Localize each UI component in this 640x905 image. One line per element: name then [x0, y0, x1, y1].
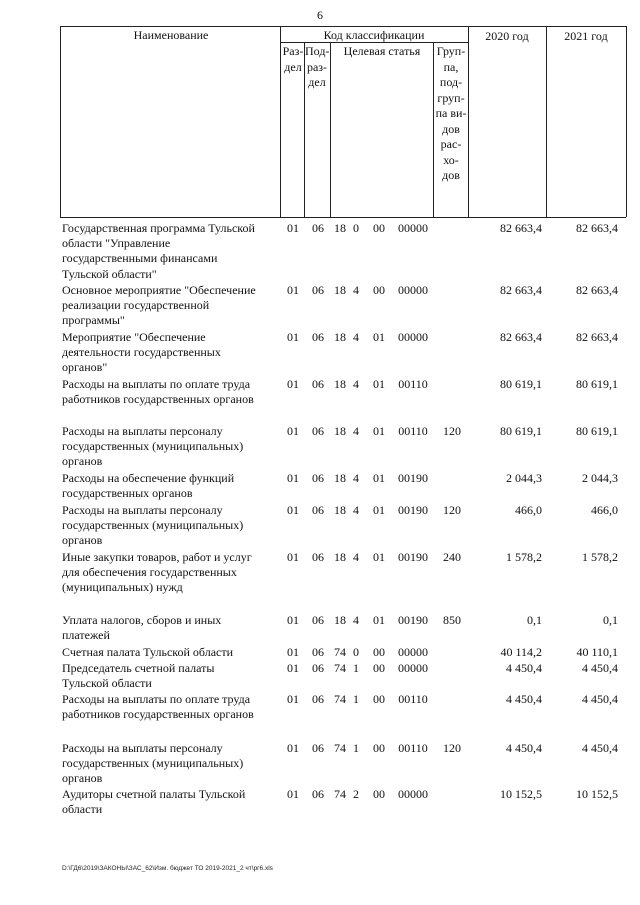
row-v2020: 1 578,2 [506, 550, 542, 564]
row-name [62, 424, 276, 470]
header-col-line [330, 42, 331, 217]
header-code: Код классификации [323, 28, 425, 42]
row-osn: 01 [373, 330, 385, 344]
row-osn: 00 [373, 283, 385, 297]
row-osn: 01 [373, 377, 385, 391]
row-sub: 0 [353, 645, 359, 659]
row-name-line: государственных органов [62, 486, 193, 501]
row-v2021: 80 619,1 [576, 424, 618, 438]
row-name-line: работников государственных органов [62, 392, 254, 407]
row-osn: 01 [373, 503, 385, 517]
page-number: 6 [317, 8, 323, 22]
row-sub: 4 [353, 424, 359, 438]
row-v2020: 2 044,3 [506, 471, 542, 485]
row-name-line: Расходы на выплаты по оплате труда [62, 377, 251, 391]
row-sub: 4 [353, 283, 359, 297]
row-name-line: Мероприятие "Обеспечение [62, 330, 206, 344]
row-vid: 120 [443, 424, 461, 438]
row-v2021: 2 044,3 [582, 471, 618, 485]
row-name [62, 550, 276, 596]
row-name [62, 471, 276, 501]
row-podrazdel: 06 [312, 424, 324, 438]
row-v2021: 4 450,4 [582, 692, 618, 706]
row-razdel: 01 [287, 741, 299, 755]
row-sub: 1 [353, 661, 359, 675]
row-name-line: реализации государственной [62, 298, 210, 313]
row-sub: 1 [353, 692, 359, 706]
row-podrazdel: 06 [312, 613, 324, 627]
row-name [62, 283, 276, 329]
file-path-footer: D:\ГД6\2019\ЗАКОНЫ\ЗАС_62\Изм. бюджет ТО 2019-2021_2 чт\рг6.xls [62, 865, 273, 872]
row-v2021: 466,0 [591, 503, 618, 517]
row-v2020: 0,1 [527, 613, 542, 627]
row-dir: 00000 [398, 787, 428, 801]
row-podrazdel: 06 [312, 550, 324, 564]
row-name-line: органов" [62, 360, 108, 375]
row-v2021: 80 619,1 [576, 377, 618, 391]
header-col-line [546, 26, 547, 217]
row-name-line: государственных (муниципальных) [62, 756, 244, 771]
row-razdel: 01 [287, 645, 299, 659]
row-prog: 18 [334, 221, 346, 235]
header-bottom-border [60, 217, 626, 218]
row-name-line: Расходы на обеспечение функций [62, 471, 235, 485]
header-col-line [626, 26, 627, 217]
row-v2021: 82 663,4 [576, 283, 618, 297]
row-dir: 00110 [398, 741, 428, 755]
row-name-line: (муниципальных) нужд [62, 580, 183, 595]
row-podrazdel: 06 [312, 661, 324, 675]
row-podrazdel: 06 [312, 221, 324, 235]
row-prog: 18 [334, 550, 346, 564]
row-dir: 00110 [398, 692, 428, 706]
row-v2020: 4 450,4 [506, 741, 542, 755]
row-razdel: 01 [287, 330, 299, 344]
row-prog: 18 [334, 377, 346, 391]
row-name-line: органов [62, 771, 103, 786]
row-name [62, 661, 276, 691]
row-razdel: 01 [287, 787, 299, 801]
row-name-line: для обеспечения государственных [62, 565, 237, 580]
row-dir: 00000 [398, 645, 428, 659]
row-v2021: 82 663,4 [576, 221, 618, 235]
row-name [62, 613, 276, 643]
row-name-line: деятельности государственных [62, 345, 221, 360]
row-podrazdel: 06 [312, 330, 324, 344]
row-v2021: 40 110,1 [576, 645, 618, 659]
row-podrazdel: 06 [312, 377, 324, 391]
row-name-line: Расходы на выплаты по оплате труда [62, 692, 251, 706]
row-name [62, 503, 276, 549]
header-expense-group: Груп- па, под- груп- па ви- дов рас- хо- дов [435, 44, 467, 182]
row-v2020: 10 152,5 [500, 787, 542, 801]
row-name [62, 330, 276, 376]
row-sub: 1 [353, 741, 359, 755]
row-name [62, 221, 276, 282]
row-razdel: 01 [287, 613, 299, 627]
row-name-line: области "Управление [62, 236, 171, 251]
row-sub: 4 [353, 471, 359, 485]
header-name: Наименование [133, 28, 209, 42]
row-v2020: 80 619,1 [500, 377, 542, 391]
row-osn: 00 [373, 741, 385, 755]
row-dir: 00110 [398, 424, 428, 438]
row-sub: 4 [353, 330, 359, 344]
row-prog: 18 [334, 424, 346, 438]
header-year-2020: 2020 год [485, 29, 529, 43]
row-podrazdel: 06 [312, 692, 324, 706]
row-podrazdel: 06 [312, 787, 324, 801]
row-dir: 00000 [398, 330, 428, 344]
row-v2020: 80 619,1 [500, 424, 542, 438]
row-name-line: области [62, 802, 103, 817]
row-v2020: 4 450,4 [506, 692, 542, 706]
row-podrazdel: 06 [312, 503, 324, 517]
row-razdel: 01 [287, 471, 299, 485]
row-osn: 00 [373, 221, 385, 235]
row-sub: 2 [353, 787, 359, 801]
header-year-2021: 2021 год [564, 29, 608, 43]
row-osn: 00 [373, 787, 385, 801]
header-target-article: Целевая статья [343, 44, 421, 58]
row-sub: 4 [353, 377, 359, 391]
row-prog: 74 [334, 787, 346, 801]
row-prog: 74 [334, 692, 346, 706]
row-name-line: государственных (муниципальных) [62, 518, 244, 533]
row-osn: 00 [373, 692, 385, 706]
row-name [62, 645, 276, 660]
row-v2020: 82 663,4 [500, 330, 542, 344]
row-dir: 00190 [398, 503, 428, 517]
row-name [62, 377, 276, 407]
row-podrazdel: 06 [312, 741, 324, 755]
header-podrazdel: Под- раз- дел [305, 44, 330, 89]
row-osn: 01 [373, 424, 385, 438]
row-name-line: органов [62, 533, 103, 548]
row-razdel: 01 [287, 221, 299, 235]
row-vid: 120 [443, 741, 461, 755]
row-osn: 00 [373, 661, 385, 675]
row-vid: 120 [443, 503, 461, 517]
row-razdel: 01 [287, 424, 299, 438]
row-v2021: 10 152,5 [576, 787, 618, 801]
row-name-line: Тульской области [62, 676, 152, 691]
row-prog: 18 [334, 330, 346, 344]
row-name-line: Иные закупки товаров, работ и услуг [62, 550, 252, 564]
row-prog: 74 [334, 661, 346, 675]
row-razdel: 01 [287, 377, 299, 391]
row-v2021: 4 450,4 [582, 661, 618, 675]
row-razdel: 01 [287, 692, 299, 706]
row-v2020: 40 114,2 [500, 645, 542, 659]
row-dir: 00190 [398, 471, 428, 485]
row-sub: 0 [353, 221, 359, 235]
row-v2021: 4 450,4 [582, 741, 618, 755]
row-vid: 240 [443, 550, 461, 564]
row-dir: 00190 [398, 550, 428, 564]
row-name-line: Уплата налогов, сборов и иных [62, 613, 222, 627]
row-v2020: 82 663,4 [500, 283, 542, 297]
row-v2021: 0,1 [603, 613, 618, 627]
row-name-line: Тульской области" [62, 266, 157, 281]
row-name-line: Аудиторы счетной палаты Тульской [62, 787, 246, 801]
row-prog: 18 [334, 283, 346, 297]
row-dir: 00190 [398, 613, 428, 627]
row-name-line: работников государственных органов [62, 707, 254, 722]
row-v2020: 4 450,4 [506, 661, 542, 675]
row-name-line: государственных (муниципальных) [62, 439, 244, 454]
row-osn: 01 [373, 550, 385, 564]
row-razdel: 01 [287, 550, 299, 564]
row-razdel: 01 [287, 661, 299, 675]
row-name-line: платежей [62, 628, 110, 643]
row-name-line: Государственная программа Тульской [62, 221, 255, 235]
row-name-line: Расходы на выплаты персоналу [62, 503, 223, 517]
row-osn: 01 [373, 613, 385, 627]
row-prog: 18 [334, 503, 346, 517]
row-name [62, 741, 276, 787]
row-sub: 4 [353, 503, 359, 517]
row-razdel: 01 [287, 503, 299, 517]
row-sub: 4 [353, 550, 359, 564]
row-osn: 00 [373, 645, 385, 659]
row-v2021: 1 578,2 [582, 550, 618, 564]
row-vid: 850 [443, 613, 461, 627]
row-dir: 00000 [398, 221, 428, 235]
row-name-line: Расходы на выплаты персоналу [62, 741, 223, 755]
row-name-line: органов [62, 454, 103, 469]
row-name-line: Счетная палата Тульской области [62, 645, 234, 659]
row-v2020: 466,0 [515, 503, 542, 517]
row-dir: 00000 [398, 283, 428, 297]
row-prog: 18 [334, 613, 346, 627]
header-col-line [60, 26, 61, 217]
header-col-line [468, 26, 469, 217]
row-name-line: программы" [62, 313, 125, 328]
row-dir: 00000 [398, 661, 428, 675]
row-name-line: Председатель счетной палаты [62, 661, 215, 675]
row-sub: 4 [353, 613, 359, 627]
row-podrazdel: 06 [312, 645, 324, 659]
row-v2021: 82 663,4 [576, 330, 618, 344]
row-prog: 18 [334, 471, 346, 485]
row-dir: 00110 [398, 377, 428, 391]
row-v2020: 82 663,4 [500, 221, 542, 235]
row-name [62, 692, 276, 722]
row-name-line: Основное мероприятие "Обеспечение [62, 283, 256, 297]
row-name-line: Расходы на выплаты персоналу [62, 424, 223, 438]
row-podrazdel: 06 [312, 471, 324, 485]
row-razdel: 01 [287, 283, 299, 297]
row-name [62, 787, 276, 817]
header-col-line [280, 26, 281, 217]
row-name-line: государственными финансами [62, 251, 218, 266]
row-prog: 74 [334, 645, 346, 659]
row-osn: 01 [373, 471, 385, 485]
header-razdel: Раз- дел [282, 44, 304, 74]
row-prog: 74 [334, 741, 346, 755]
row-podrazdel: 06 [312, 283, 324, 297]
